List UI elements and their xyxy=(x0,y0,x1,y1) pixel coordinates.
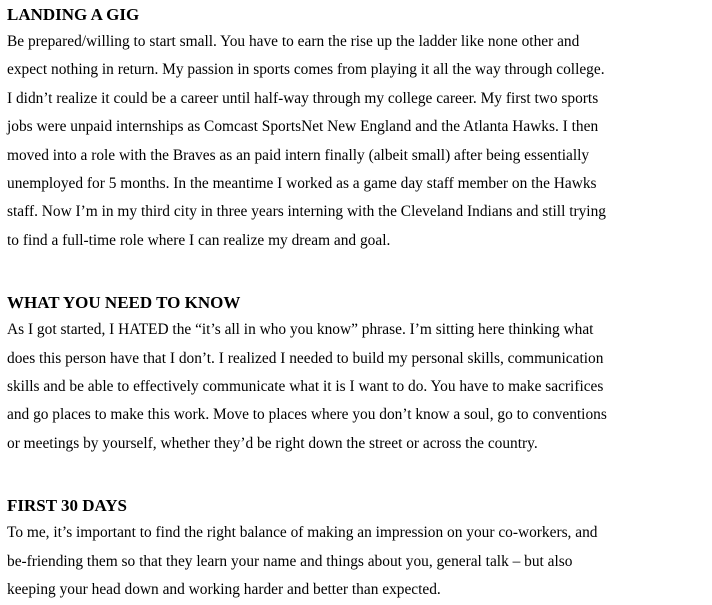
section-heading: WHAT YOU NEED TO KNOW xyxy=(7,293,241,313)
paragraph-line: expect nothing in return. My passion in sports comes from playing it all the way through college. xyxy=(7,61,605,79)
section-paragraph xyxy=(7,28,712,255)
paragraph-line: I didn’t realize it could be a career until half-way through my college career. My first two sports xyxy=(7,89,599,107)
section-heading: LANDING A GIG xyxy=(7,5,140,24)
section-paragraph xyxy=(7,519,712,604)
section-first-30-days xyxy=(7,491,712,604)
paragraph-line: keeping your head down and working harder and better than expected. xyxy=(7,581,441,599)
paragraph-line: As I got started, I HATED the “it’s all in who you know” phrase. I’m sitting here thinking what xyxy=(7,321,594,339)
paragraph-line: moved into a role with the Braves as an paid intern finally (albeit small) after being essentially xyxy=(7,146,590,164)
section-paragraph xyxy=(7,316,712,458)
section-landing-a-gig xyxy=(7,0,712,255)
paragraph-line: to find a full-time role where I can realize my dream and goal. xyxy=(7,231,391,249)
section-spacer xyxy=(7,255,712,288)
paragraph-line: unemployed for 5 months. In the meantime I worked as a game day staff member on the Hawks xyxy=(7,175,597,193)
section-spacer xyxy=(7,458,712,491)
paragraph-line: or meetings by yourself, whether they’d be right down the street or across the country. xyxy=(7,434,538,452)
paragraph-line: does this person have that I don’t. I realized I needed to build my personal skills, communication xyxy=(7,349,604,367)
paragraph-line: To me, it’s important to find the right balance of making an impression on your co-workers, and xyxy=(7,524,598,542)
paragraph-line: and go places to make this work. Move to places where you don’t know a soul, go to conventions xyxy=(7,406,607,424)
section-heading: FIRST 30 DAYS xyxy=(7,496,127,516)
paragraph-line: Be prepared/willing to start small. You have to earn the rise up the ladder like none other and xyxy=(7,33,580,50)
section-what-you-need-to-know xyxy=(7,288,712,458)
paragraph-line: staff. Now I’m in my third city in three years interning with the Cleveland Indians and still trying xyxy=(7,203,606,221)
paragraph-line: be-friending them so that they learn your name and things about you, general talk – but also xyxy=(7,552,573,570)
paragraph-line: skills and be able to effectively communicate what it is I want to do. You have to make sacrifices xyxy=(7,378,604,396)
paragraph-line: jobs were unpaid internships as Comcast SportsNet New England and the Atlanta Hawks. I then xyxy=(7,118,599,136)
